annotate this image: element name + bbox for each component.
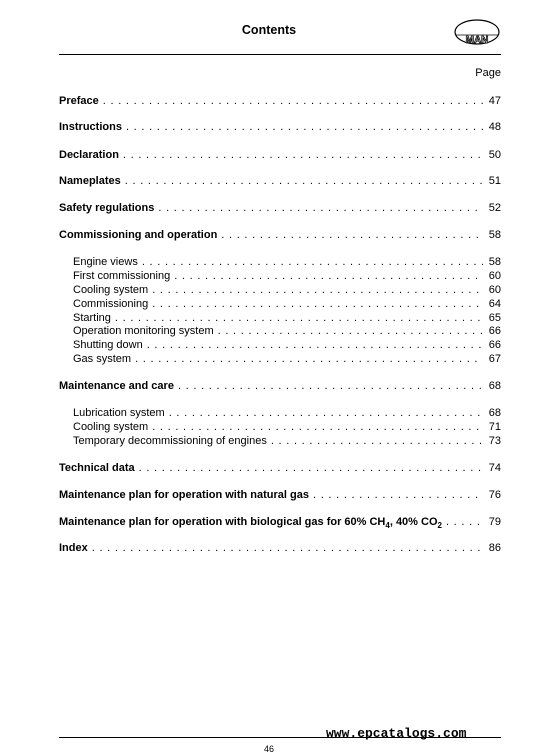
leader-dots (152, 297, 483, 311)
leader-dots (123, 148, 483, 162)
toc-entry-label: First commissioning (73, 270, 171, 282)
leader-dots (103, 94, 483, 108)
toc-entry (59, 541, 501, 555)
toc-entry (59, 434, 501, 448)
toc-entry (59, 269, 501, 283)
leader-dots (139, 461, 483, 475)
toc-entry-page: 51 (488, 175, 501, 187)
toc-entry-label: Temporary decommissioning of engines (73, 435, 267, 447)
toc-entry (59, 228, 501, 242)
leader-dots (115, 311, 483, 325)
page-column-heading: Page (475, 67, 501, 79)
logo-text: MAN (465, 35, 489, 46)
toc-entry-label: Cooling system (73, 421, 149, 433)
toc-entry-page: 79 (488, 516, 501, 528)
toc-entry-page: 74 (488, 462, 501, 474)
toc-entry (59, 515, 501, 529)
leader-dots (218, 324, 483, 338)
toc-entry (59, 297, 501, 311)
toc-entry-label: Shutting down (73, 339, 143, 351)
toc-entry-page: 67 (488, 353, 501, 365)
toc-entry-label: Operation monitoring system (73, 325, 214, 337)
toc-entry (59, 324, 501, 338)
leader-dots (152, 420, 483, 434)
toc-entry-page: 60 (488, 270, 501, 282)
page-title: Contents (241, 23, 297, 37)
toc-entry-page: 86 (488, 542, 501, 554)
toc-entry (59, 352, 501, 366)
leader-dots (178, 379, 483, 393)
toc-entry-label: Commissioning (73, 298, 149, 310)
leader-dots (313, 488, 483, 502)
leader-dots (221, 228, 483, 242)
toc-entry-page: 50 (488, 149, 501, 161)
toc-entry-label: Commissioning and operation (59, 229, 218, 241)
toc-entry (59, 201, 501, 215)
toc-entry-label: Instructions (59, 121, 122, 133)
toc-entry-label: Engine views (73, 256, 138, 268)
leader-dots (174, 269, 483, 283)
toc-entry-page: 71 (488, 421, 501, 433)
toc-entry-label: Lubrication system (73, 407, 165, 419)
toc-entry-label: Cooling system (73, 284, 149, 296)
toc-entry (59, 420, 501, 434)
leader-dots (125, 174, 483, 188)
toc-entry-page: 76 (488, 489, 501, 501)
toc-entry-label: Declaration (59, 149, 119, 161)
leader-dots (126, 120, 483, 134)
leader-dots (135, 352, 483, 366)
toc-entry-page: 64 (488, 298, 501, 310)
toc-entry-label: Starting (73, 312, 111, 324)
page-number: 46 (263, 744, 274, 754)
toc-entry (59, 488, 501, 502)
toc-entry-page: 68 (488, 407, 501, 419)
leader-dots (158, 201, 483, 215)
toc-entry-label: Maintenance plan for operation with natural gas (59, 489, 309, 501)
toc-entry (59, 148, 501, 162)
leader-dots (446, 515, 483, 529)
toc-entry-label: Safety regulations (59, 202, 155, 214)
toc-entry-label: Maintenance plan for operation with biological gas for 60% $CH_4$, 40% $CO_2$ (59, 516, 442, 531)
toc-entry-label: Gas system (73, 353, 132, 365)
leader-dots (271, 434, 483, 448)
toc-entry-page: 66 (488, 339, 501, 351)
leader-dots (152, 283, 483, 297)
toc-entry-page: 66 (488, 325, 501, 337)
toc-entry-page: 48 (488, 121, 501, 133)
toc-entry (59, 94, 501, 108)
toc-entry-label: Index (59, 542, 88, 554)
leader-dots (147, 338, 483, 352)
toc-entry (59, 311, 501, 325)
toc-entry (59, 379, 501, 393)
toc-entry (59, 174, 501, 188)
toc-entry-label: Nameplates (59, 175, 121, 187)
toc-entry (59, 338, 501, 352)
toc-entry (59, 283, 501, 297)
toc-entry-page: 68 (488, 380, 501, 392)
toc-entry (59, 255, 501, 269)
toc-entry-page: 65 (488, 312, 501, 324)
toc-entry-page: 73 (488, 435, 501, 447)
header-rule (59, 54, 501, 55)
toc-entry-label: Maintenance and care (59, 380, 174, 392)
toc-entry-page: 52 (488, 202, 501, 214)
toc-entry (59, 406, 501, 420)
toc-entry-page: 58 (488, 256, 501, 268)
man-logo-icon (453, 18, 501, 46)
toc-entry (59, 461, 501, 475)
toc-entry-page: 60 (488, 284, 501, 296)
toc-entry-page: 58 (488, 229, 501, 241)
footer-url: www.epcatalogs.com (326, 726, 467, 741)
toc-entry-label: Preface (59, 95, 99, 107)
leader-dots (92, 541, 483, 555)
toc-entry-label: Technical data (59, 462, 135, 474)
toc-entry (59, 120, 501, 134)
leader-dots (169, 406, 483, 420)
toc-entry-page: 47 (488, 95, 501, 107)
leader-dots (142, 255, 483, 269)
